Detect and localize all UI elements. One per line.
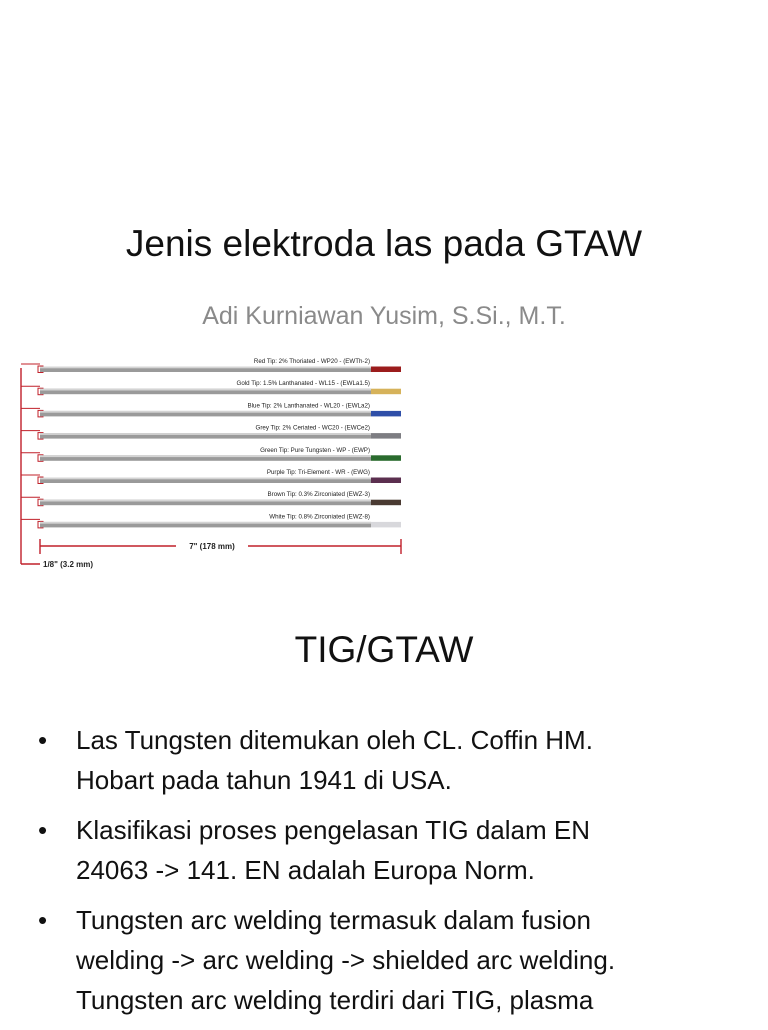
bullet-line: Klasifikasi proses pengelasan TIG dalam EN <box>76 815 590 845</box>
list-item <box>38 810 738 890</box>
bullet-line: 24063 -> 141. EN adalah Europa Norm. <box>76 855 535 885</box>
rod-tip <box>371 433 401 439</box>
bullet-line: Tungsten arc welding termasuk dalam fusion <box>76 905 591 935</box>
bullet-line: Las Tungsten ditemukan oleh CL. Coffin HM. <box>76 725 593 755</box>
electrode-label: White Tip: 0.8% Zirconiated (EWZ-8) <box>269 513 370 521</box>
rod-tip <box>371 455 401 461</box>
electrode-label: Grey Tip: 2% Ceriated - WC20 - (EWCe2) <box>255 424 370 432</box>
electrode-rod <box>21 513 401 528</box>
electrode-label: Brown Tip: 0.3% Zirconiated (EWZ-3) <box>267 491 370 499</box>
slide-title: Jenis elektroda las pada GTAW <box>125 223 643 264</box>
bullet-dot: • <box>38 815 48 845</box>
bullet-line: Hobart pada tahun 1941 di USA. <box>76 765 452 795</box>
rod-tip <box>371 367 401 373</box>
electrode-figure <box>18 352 408 574</box>
electrode-rod <box>21 469 401 484</box>
bullet-dot: • <box>38 905 48 935</box>
rod-tip <box>371 522 401 528</box>
diameter-label: 1/8" (3.2 mm) <box>43 560 94 569</box>
electrode-rod <box>21 402 401 417</box>
bullet-dot: • <box>38 725 48 755</box>
electrode-label: Blue Tip: 2% Lanthanated - WL20 - (EWLa2) <box>247 402 370 410</box>
electrode-diagram <box>18 352 408 574</box>
rod-highlight <box>40 367 371 369</box>
rod-tip <box>371 500 401 506</box>
length-label: 7" (178 mm) <box>189 542 235 551</box>
rod-highlight <box>40 455 371 457</box>
rod-tip <box>371 411 401 417</box>
section-title: TIG/GTAW <box>294 629 474 670</box>
electrode-label: Purple Tip: Tri-Element - WR - (EWG) <box>266 469 370 476</box>
electrode-rod <box>21 425 401 440</box>
rod-highlight <box>40 411 371 413</box>
electrode-label: Green Tip: Pure Tungsten - WP - (EWP) <box>260 446 370 454</box>
slide-subtitle: Adi Kurniawan Yusim, S.Si., M.T. <box>202 302 566 330</box>
rod-tip <box>371 478 401 484</box>
electrode-rod <box>21 380 401 395</box>
electrode-rod <box>21 447 401 462</box>
list-item <box>38 900 738 1020</box>
bullet-line: Tungsten arc welding terdiri dari TIG, plasma <box>76 985 594 1015</box>
bullet-line: welding -> arc welding -> shielded arc welding. <box>76 945 616 975</box>
rod-highlight <box>40 500 371 502</box>
rod-highlight <box>40 389 371 391</box>
list-item <box>38 720 738 800</box>
bullet-list <box>38 720 738 1030</box>
rod-highlight <box>40 433 371 435</box>
electrode-rod <box>21 358 401 373</box>
electrode-label: Gold Tip: 1.5% Lanthanated - WL15 - (EWLa1.5) <box>236 380 370 388</box>
rod-highlight <box>40 522 371 524</box>
electrode-rod <box>21 491 401 506</box>
electrode-label: Red Tip: 2% Thoriated - WP20 - (EWTh-2) <box>253 358 370 365</box>
rod-tip <box>371 389 401 395</box>
rod-highlight <box>40 478 371 480</box>
